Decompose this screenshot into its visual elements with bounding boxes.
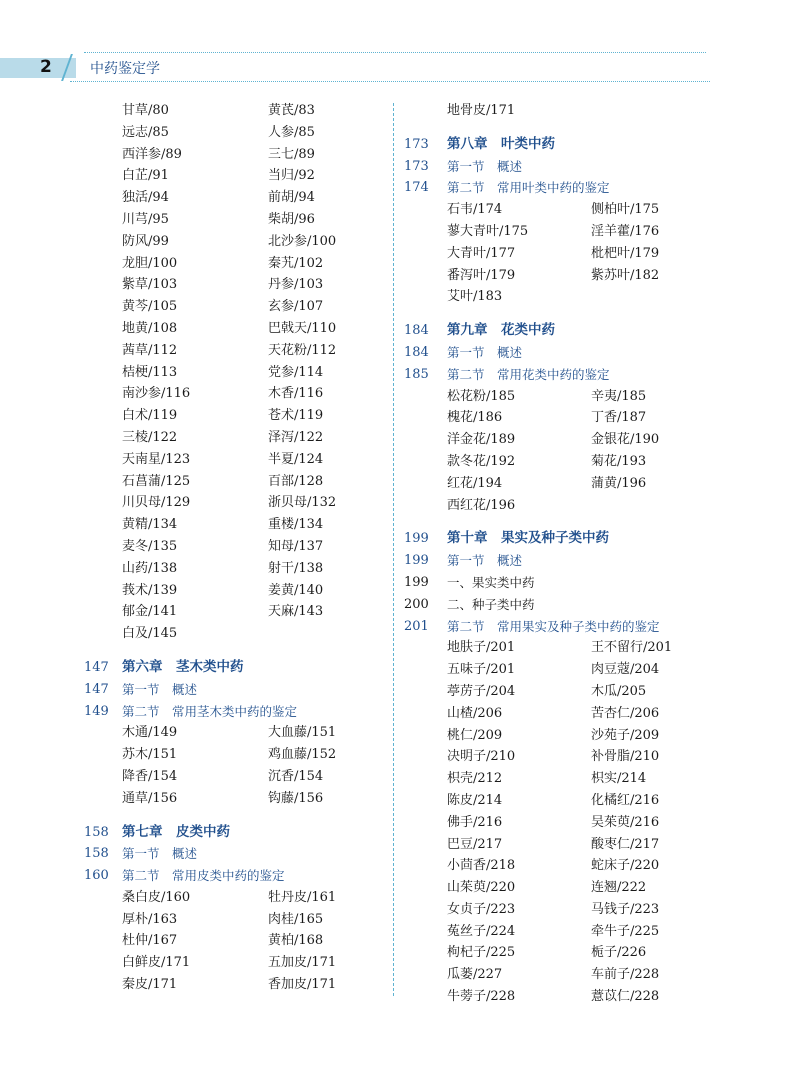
toc-entry-row <box>84 492 384 514</box>
toc-entry-row <box>404 473 724 495</box>
toc-entry-row <box>84 601 384 623</box>
toc-entry-row <box>84 383 384 405</box>
toc-page-number: 158 <box>84 846 109 862</box>
toc-entry-row <box>404 243 724 265</box>
toc-entry-row <box>84 318 384 340</box>
toc-entry-row <box>84 974 384 996</box>
toc-entry: 丹参/103 <box>268 277 324 293</box>
toc-entry: 白鲜皮/171 <box>122 955 191 971</box>
toc-page-number: 199 <box>404 531 429 547</box>
toc-entry: 山茱萸/220 <box>447 880 516 896</box>
toc-entry: 木香/116 <box>268 386 324 402</box>
toc-entry: 防风/99 <box>122 233 169 249</box>
toc-entry-row <box>84 952 384 974</box>
toc-entry: 杜仲/167 <box>122 933 178 949</box>
toc-entry: 枇杷叶/179 <box>591 245 660 261</box>
toc-entry-row <box>84 296 384 318</box>
toc-entry-row <box>404 746 724 768</box>
toc-section-heading <box>404 550 724 572</box>
toc-entry-row <box>84 909 384 931</box>
toc-chapter-heading <box>404 134 724 156</box>
toc-entry-row <box>84 144 384 166</box>
toc-entry: 菊花/193 <box>591 453 647 469</box>
toc-entry: 牛蒡子/228 <box>447 989 516 1005</box>
toc-entry: 龙胆/100 <box>122 255 178 271</box>
toc-entry: 女贞子/223 <box>447 901 516 917</box>
toc-entry-row <box>404 265 724 287</box>
toc-page-number: 199 <box>404 574 429 590</box>
toc-entry: 木瓜/205 <box>591 683 647 699</box>
toc-entry: 大血藤/151 <box>268 725 337 741</box>
toc-page-number: 185 <box>404 366 429 382</box>
toc-entry: 紫苏叶/182 <box>591 267 660 283</box>
toc-entry-row <box>404 855 724 877</box>
toc-entry: 薏苡仁/228 <box>591 989 660 1005</box>
toc-entry: 玄参/107 <box>268 299 324 315</box>
toc-entry: 川芎/95 <box>122 211 169 227</box>
toc-entry: 北沙参/100 <box>268 233 337 249</box>
toc-entry: 香加皮/171 <box>268 977 337 993</box>
toc-chapter-heading <box>84 822 384 844</box>
toc-section-title: 第二节 常用皮类中药的鉴定 <box>122 868 285 884</box>
toc-entry-row <box>84 340 384 362</box>
toc-entry: 降香/154 <box>122 768 178 784</box>
toc-entry: 淫羊藿/176 <box>591 223 660 239</box>
toc-entry-row <box>84 100 384 122</box>
toc-entry-row <box>404 768 724 790</box>
toc-entry: 前胡/94 <box>268 190 315 206</box>
toc-entry: 苏木/151 <box>122 747 178 763</box>
toc-section-title: 第一节 概述 <box>447 158 523 174</box>
toc-entry-row <box>404 964 724 986</box>
toc-entry-row <box>404 100 724 122</box>
toc-entry: 沉香/154 <box>268 768 324 784</box>
toc-entry: 巴豆/217 <box>447 836 503 852</box>
toc-entry: 菟丝子/224 <box>447 923 516 939</box>
toc-entry: 姜黄/140 <box>268 582 324 598</box>
toc-entry: 桑白皮/160 <box>122 889 191 905</box>
column-divider <box>393 103 394 996</box>
toc-entry: 知母/137 <box>268 538 324 554</box>
toc-entry: 洋金花/189 <box>447 432 516 448</box>
toc-entry: 佛手/216 <box>447 814 503 830</box>
toc-entry: 半夏/124 <box>268 451 324 467</box>
toc-entry-row <box>404 495 724 517</box>
toc-chapter-heading <box>404 528 724 550</box>
toc-entry: 番泻叶/179 <box>447 267 516 283</box>
toc-page-number: 201 <box>404 618 429 634</box>
toc-entry: 独活/94 <box>122 190 169 206</box>
toc-entry: 陈皮/214 <box>447 792 503 808</box>
toc-plain-heading <box>404 572 724 594</box>
toc-entry-row <box>404 812 724 834</box>
toc-entry-row <box>84 187 384 209</box>
toc-entry-row <box>404 637 724 659</box>
toc-entry-row <box>404 986 724 1008</box>
header-rule-bottom <box>70 81 710 82</box>
toc-entry: 蓼大青叶/175 <box>447 223 529 239</box>
toc-entry: 牡丹皮/161 <box>268 889 337 905</box>
toc-page-number: 160 <box>84 868 109 884</box>
toc-chapter-title: 第六章 茎木类中药 <box>122 658 244 675</box>
toc-entry: 川贝母/129 <box>122 495 191 511</box>
toc-entry: 鸡血藤/152 <box>268 747 337 763</box>
toc-chapter-title: 第九章 花类中药 <box>447 322 555 339</box>
toc-entry-row <box>84 165 384 187</box>
toc-entry: 天南星/123 <box>122 451 191 467</box>
toc-entry: 黄柏/168 <box>268 933 324 949</box>
toc-entry: 枳实/214 <box>591 771 647 787</box>
toc-plain-title: 二、种子类中药 <box>447 596 535 612</box>
toc-entry-row <box>404 221 724 243</box>
toc-page-number: 199 <box>404 553 429 569</box>
toc-entry: 侧柏叶/175 <box>591 202 660 218</box>
toc-section-title: 第二节 常用果实及种子类中药的鉴定 <box>447 618 660 634</box>
toc-entry: 连翘/222 <box>591 880 647 896</box>
toc-chapter-title: 第八章 叶类中药 <box>447 135 555 152</box>
toc-entry: 麦冬/135 <box>122 538 178 554</box>
toc-entry: 酸枣仁/217 <box>591 836 660 852</box>
toc-entry: 远志/85 <box>122 124 169 140</box>
toc-entry-row <box>84 766 384 788</box>
toc-entry-row <box>84 253 384 275</box>
toc-entry-row <box>84 362 384 384</box>
toc-entry: 南沙参/116 <box>122 386 191 402</box>
toc-entry: 吴茱萸/216 <box>591 814 660 830</box>
toc-entry: 辛夷/185 <box>591 388 647 404</box>
toc-page-number: 173 <box>404 136 429 152</box>
toc-entry: 巴戟天/110 <box>268 320 337 336</box>
toc-entry: 木通/149 <box>122 725 178 741</box>
toc-entry-row <box>84 536 384 558</box>
toc-entry: 大青叶/177 <box>447 245 516 261</box>
toc-section-heading <box>84 679 384 701</box>
toc-entry-row <box>84 122 384 144</box>
toc-entry-row <box>404 703 724 725</box>
toc-entry: 葶苈子/204 <box>447 683 516 699</box>
toc-entry: 小茴香/218 <box>447 858 516 874</box>
toc-entry: 决明子/210 <box>447 749 516 765</box>
toc-entry: 艾叶/183 <box>447 289 503 305</box>
toc-section-heading <box>404 177 724 199</box>
toc-chapter-title: 第七章 皮类中药 <box>122 823 230 840</box>
toc-entry: 天花粉/112 <box>268 342 337 358</box>
toc-entry: 秦艽/102 <box>268 255 324 271</box>
toc-entry-row <box>404 899 724 921</box>
toc-entry-row <box>84 405 384 427</box>
toc-entry: 泽泻/122 <box>268 429 324 445</box>
toc-entry: 红花/194 <box>447 475 503 491</box>
header-rule-top <box>84 52 706 53</box>
toc-entry-row <box>404 942 724 964</box>
toc-entry: 百部/128 <box>268 473 324 489</box>
toc-entry: 柴胡/96 <box>268 211 315 227</box>
toc-entry: 蛇床子/220 <box>591 858 660 874</box>
toc-entry-row <box>404 725 724 747</box>
toc-entry: 马钱子/223 <box>591 901 660 917</box>
toc-entry-row <box>404 386 724 408</box>
toc-entry: 款冬花/192 <box>447 453 516 469</box>
toc-entry-row <box>404 834 724 856</box>
toc-page-number: 149 <box>84 703 109 719</box>
toc-entry-row <box>84 471 384 493</box>
toc-entry: 苍术/119 <box>268 408 324 424</box>
toc-section-title: 第一节 概述 <box>122 681 198 697</box>
toc-entry: 白芷/91 <box>122 168 169 184</box>
toc-entry: 地黄/108 <box>122 320 178 336</box>
toc-column-right <box>404 100 724 1008</box>
toc-page-number: 173 <box>404 158 429 174</box>
toc-entry: 当归/92 <box>268 168 315 184</box>
toc-entry: 山药/138 <box>122 560 178 576</box>
toc-entry: 莪术/139 <box>122 582 178 598</box>
toc-entry-row <box>84 580 384 602</box>
toc-entry: 肉桂/165 <box>268 911 324 927</box>
toc-entry: 肉豆蔻/204 <box>591 662 660 678</box>
toc-entry: 车前子/228 <box>591 967 660 983</box>
toc-entry: 蒲黄/196 <box>591 475 647 491</box>
toc-plain-title: 一、果实类中药 <box>447 574 535 590</box>
toc-entry: 茜草/112 <box>122 342 178 358</box>
toc-section-heading <box>404 616 724 638</box>
toc-section-title: 第二节 常用茎木类中药的鉴定 <box>122 703 298 719</box>
toc-entry: 射干/138 <box>268 560 324 576</box>
toc-column-left <box>84 100 384 996</box>
toc-entry-row <box>404 877 724 899</box>
toc-chapter-heading <box>404 320 724 342</box>
toc-entry: 桃仁/209 <box>447 727 503 743</box>
toc-section-heading <box>404 156 724 178</box>
toc-entry-row <box>404 286 724 308</box>
toc-entry: 白术/119 <box>122 408 178 424</box>
page-header <box>0 0 800 90</box>
toc-entry: 白及/145 <box>122 626 178 642</box>
toc-entry: 紫草/103 <box>122 277 178 293</box>
toc-entry: 三七/89 <box>268 146 315 162</box>
toc-page-number: 147 <box>84 659 109 675</box>
toc-entry: 丁香/187 <box>591 410 647 426</box>
toc-entry-row <box>84 427 384 449</box>
toc-entry: 栀子/226 <box>591 945 647 961</box>
toc-entry-row <box>84 209 384 231</box>
toc-entry: 瓜蒌/227 <box>447 967 503 983</box>
toc-entry: 石韦/174 <box>447 202 503 218</box>
toc-entry: 王不留行/201 <box>591 640 673 656</box>
toc-entry: 厚朴/163 <box>122 911 178 927</box>
toc-entry-row <box>404 790 724 812</box>
toc-entry-row <box>84 722 384 744</box>
toc-page-number: 200 <box>404 596 429 612</box>
toc-entry: 三棱/122 <box>122 429 178 445</box>
toc-entry-row <box>84 231 384 253</box>
toc-entry: 地肤子/201 <box>447 640 516 656</box>
toc-section-heading <box>84 865 384 887</box>
toc-section-title: 第二节 常用花类中药的鉴定 <box>447 366 610 382</box>
toc-page-number: 147 <box>84 681 109 697</box>
page-number: 2 <box>40 57 52 77</box>
book-title: 中药鉴定学 <box>90 61 160 77</box>
toc-entry-row <box>84 887 384 909</box>
toc-entry: 重楼/134 <box>268 517 324 533</box>
toc-entry: 通草/156 <box>122 790 178 806</box>
toc-entry: 五加皮/171 <box>268 955 337 971</box>
toc-entry: 黄芪/83 <box>268 103 315 118</box>
toc-entry-row <box>404 659 724 681</box>
toc-entry: 桔梗/113 <box>122 364 178 380</box>
toc-entry-row <box>404 429 724 451</box>
toc-entry: 补骨脂/210 <box>591 749 660 765</box>
toc-entry-row <box>84 744 384 766</box>
toc-entry-row <box>84 623 384 645</box>
toc-entry: 钩藤/156 <box>268 790 324 806</box>
toc-entry-row <box>84 449 384 471</box>
toc-entry: 化橘红/216 <box>591 792 660 808</box>
toc-entry-row <box>84 930 384 952</box>
toc-entry: 郁金/141 <box>122 604 178 620</box>
toc-page-number: 174 <box>404 180 429 196</box>
toc-entry: 地骨皮/171 <box>447 103 516 118</box>
toc-plain-heading <box>404 594 724 616</box>
toc-entry: 西红花/196 <box>447 497 516 513</box>
toc-entry: 苦杏仁/206 <box>591 705 660 721</box>
toc-page-number: 184 <box>404 344 429 360</box>
toc-section-heading <box>404 364 724 386</box>
toc-entry-row <box>404 407 724 429</box>
toc-entry: 金银花/190 <box>591 432 660 448</box>
toc-entry-row <box>404 451 724 473</box>
toc-entry: 石菖蒲/125 <box>122 473 191 489</box>
toc-entry-row <box>84 514 384 536</box>
toc-entry: 沙苑子/209 <box>591 727 660 743</box>
toc-entry: 黄芩/105 <box>122 299 178 315</box>
toc-entry: 山楂/206 <box>447 705 503 721</box>
toc-entry: 党参/114 <box>268 364 324 380</box>
toc-entry: 浙贝母/132 <box>268 495 337 511</box>
toc-page-number: 158 <box>84 824 109 840</box>
toc-entry: 黄精/134 <box>122 517 178 533</box>
toc-entry-row <box>84 274 384 296</box>
toc-entry-row <box>404 681 724 703</box>
toc-entry: 秦皮/171 <box>122 977 178 993</box>
toc-entry: 牵牛子/225 <box>591 923 660 939</box>
toc-entry-row <box>404 199 724 221</box>
toc-entry: 枳壳/212 <box>447 771 503 787</box>
toc-entry-row <box>84 558 384 580</box>
toc-entry: 西洋参/89 <box>122 146 182 162</box>
toc-section-title: 第二节 常用叶类中药的鉴定 <box>447 180 610 196</box>
toc-entry: 五味子/201 <box>447 662 516 678</box>
toc-section-heading <box>84 843 384 865</box>
toc-entry: 天麻/143 <box>268 604 324 620</box>
toc-entry-row <box>404 921 724 943</box>
toc-section-heading <box>84 701 384 723</box>
toc-entry: 甘草/80 <box>122 103 169 118</box>
toc-chapter-title: 第十章 果实及种子类中药 <box>447 530 609 547</box>
toc-section-heading <box>404 342 724 364</box>
toc-entry-row <box>84 788 384 810</box>
toc-entry: 松花粉/185 <box>447 388 516 404</box>
toc-page-number: 184 <box>404 323 429 339</box>
toc-chapter-heading <box>84 657 384 679</box>
toc-section-title: 第一节 概述 <box>447 344 523 360</box>
toc-section-title: 第一节 概述 <box>122 846 198 862</box>
toc-entry: 人参/85 <box>268 124 315 140</box>
toc-entry: 槐花/186 <box>447 410 503 426</box>
toc-entry: 枸杞子/225 <box>447 945 516 961</box>
toc-section-title: 第一节 概述 <box>447 553 523 569</box>
